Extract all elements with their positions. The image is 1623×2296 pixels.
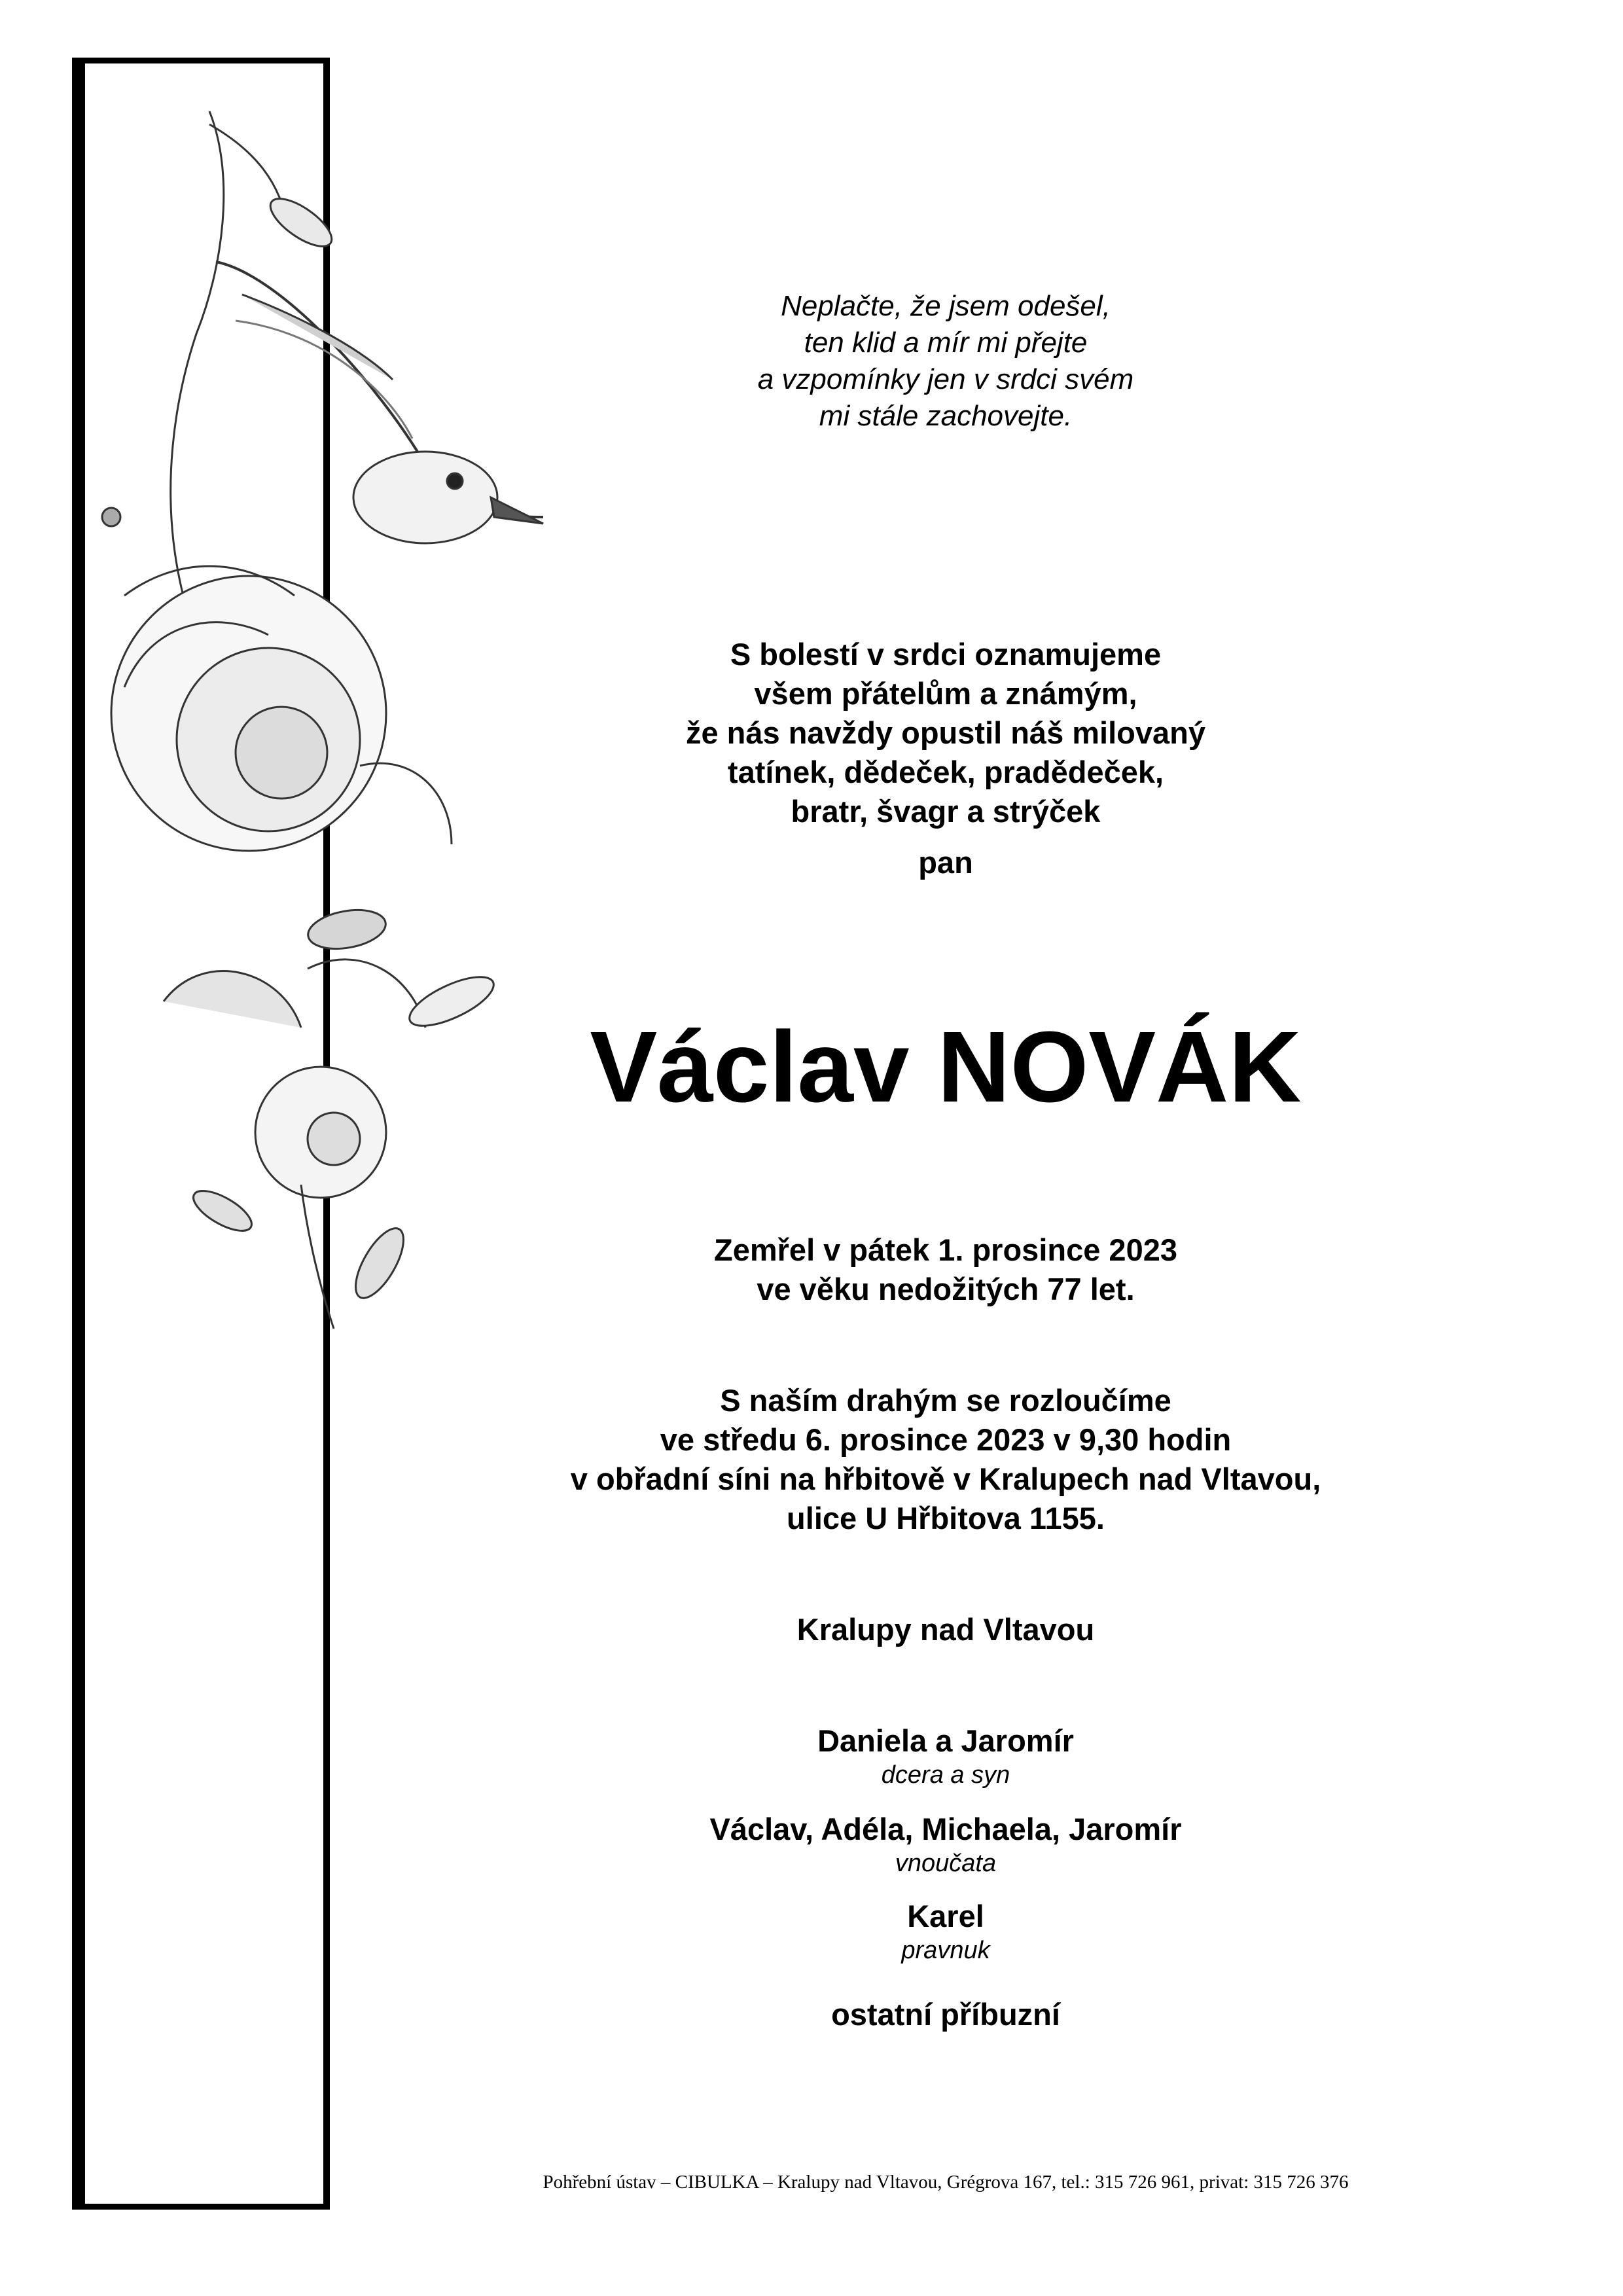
ceremony-line: ulice U Hřbitova 1155. — [787, 1501, 1105, 1535]
announcement-text — [484, 635, 1407, 831]
announcement-line: tatínek, dědeček, pradědeček, — [727, 755, 1164, 789]
motto-line: a vzpomínky jen v srdci svém — [757, 363, 1134, 395]
other-relatives: ostatní příbuzní — [831, 1997, 1060, 2032]
motto-line: Neplačte, že jsem odešel, — [781, 290, 1111, 322]
family-relation: dcera a syn — [881, 1761, 1010, 1789]
family-names: Daniela a Jaromír — [817, 1723, 1074, 1758]
death-info-line: ve věku nedožitých 77 let. — [757, 1272, 1135, 1306]
family-group — [484, 1810, 1407, 1878]
motto-line: mi stále zachovejte. — [819, 400, 1073, 432]
family-relation: pravnuk — [901, 1937, 990, 1964]
funeral-home-footer: Pohřební ústav – CIBULKA – Kralupy nad Vltavou, Grégrova 167, tel.: 315 726 961, privat: 315 726 376 — [543, 2172, 1349, 2193]
title-honorific: pan — [918, 845, 973, 880]
family-relation: vnoučata — [895, 1850, 997, 1877]
frame-top-bar — [72, 58, 330, 63]
motto-line: ten klid a mír mi přejte — [804, 327, 1088, 359]
frame-bottom-bar — [72, 2204, 330, 2210]
family-names: Václav, Adéla, Michaela, Jaromír — [709, 1812, 1182, 1846]
motto-verse — [484, 288, 1407, 435]
family-names: Karel — [907, 1899, 984, 1933]
ceremony-line: v obřadní síni na hřbitově v Kralupech nad Vltavou, — [570, 1462, 1321, 1496]
ceremony-info — [484, 1381, 1407, 1538]
place-name: Kralupy nad Vltavou — [796, 1612, 1095, 1647]
ceremony-line: ve středu 6. prosince 2023 v 9,30 hodin — [660, 1422, 1232, 1457]
announcement-line: všem přátelům a známým, — [754, 676, 1137, 711]
frame-left-bar — [72, 58, 85, 2210]
ceremony-line: S naším drahým se rozloučíme — [720, 1383, 1171, 1418]
deceased-name: Václav NOVÁK — [590, 1011, 1302, 1123]
announcement-line: bratr, švagr a strýček — [791, 794, 1101, 829]
family-group — [484, 1721, 1407, 1789]
death-info — [484, 1230, 1407, 1309]
announcement-line: S bolestí v srdci oznamujeme — [730, 637, 1162, 672]
death-info-line: Zemřel v pátek 1. prosince 2023 — [714, 1232, 1177, 1267]
family-group — [484, 1897, 1407, 1965]
announcement-line: že nás navždy opustil náš milovaný — [685, 715, 1206, 750]
